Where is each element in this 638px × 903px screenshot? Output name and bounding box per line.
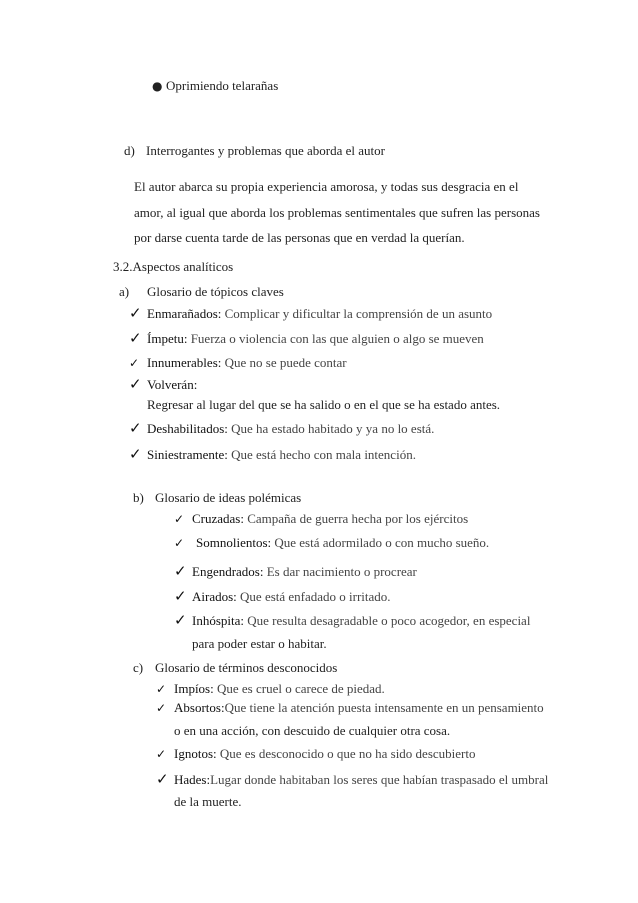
- bullet-item-text: Oprimiendo telarañas: [166, 78, 279, 93]
- glossary-term: Airados:: [192, 589, 237, 604]
- glossary-definition: Que no se puede contar: [224, 355, 347, 370]
- glossary-definition-continued: Regresar al lugar del que se ha salido o en el que se ha estado antes.: [147, 397, 501, 412]
- glossary-definition: Que es desconocido o que no ha sido descubierto: [219, 746, 476, 761]
- glossary-definition: Lugar donde habitaban los seres que habían traspasado el umbral: [210, 772, 549, 787]
- glossary-item: [156, 681, 385, 697]
- glossary-item: [174, 535, 489, 551]
- section-d-label: d): [124, 143, 135, 158]
- glossary-definition: Es dar nacimiento o procrear: [266, 564, 417, 579]
- checkmark-icon: ✓: [129, 356, 140, 370]
- glossary-definition: Complicar y dificultar la comprensión de un asunto: [224, 306, 493, 321]
- section-d-title: Interrogantes y problemas que aborda el autor: [146, 143, 385, 158]
- glossary-definition: Que es cruel o carece de piedad.: [216, 681, 385, 696]
- glossary-term: Deshabilitados:: [147, 421, 228, 436]
- glossary-term: Enmarañados:: [147, 306, 222, 321]
- glossary-definition: Fuerza o violencia con las que alguien o algo se mueven: [190, 331, 484, 346]
- glossary-term: Ímpetu:: [147, 331, 188, 346]
- glossary-definition: Campaña de guerra hecha por los ejércitos: [247, 511, 469, 526]
- section-d-para-line: amor, al igual que aborda los problemas sentimentales que sufren las personas: [134, 205, 540, 220]
- glossary-definition: Que ha estado habitado y ya no lo está.: [231, 421, 435, 436]
- glossary-item: [129, 355, 347, 371]
- glossary-item: [129, 330, 484, 347]
- section-c-label: c): [133, 660, 144, 675]
- glossary-term: Volverán:: [147, 377, 198, 392]
- glossary-term: Innumerables:: [147, 355, 222, 370]
- section-c-heading: [133, 660, 337, 676]
- glossary-item: [129, 446, 416, 463]
- section-c-title: Glosario de términos desconocidos: [155, 660, 338, 675]
- checkmark-icon: ✓: [174, 536, 185, 550]
- section-b-label: b): [133, 490, 144, 505]
- checkmark-icon: ✓: [156, 770, 169, 788]
- glossary-term: Absortos:: [174, 700, 225, 715]
- bullet-icon: ●: [152, 79, 163, 93]
- glossary-term: Inhóspita:: [192, 613, 244, 628]
- checkmark-icon: ✓: [174, 611, 187, 629]
- glossary-item: [156, 771, 548, 788]
- checkmark-icon: ✓: [129, 329, 142, 347]
- glossary-term: Hades:: [174, 772, 211, 787]
- checkmark-icon: ✓: [129, 375, 142, 393]
- glossary-item: [129, 376, 197, 393]
- checkmark-icon: ✓: [129, 304, 142, 322]
- glossary-item: [156, 700, 544, 716]
- glossary-item: [174, 563, 417, 580]
- checkmark-icon: ✓: [156, 701, 167, 715]
- checkmark-icon: ✓: [174, 587, 187, 605]
- glossary-term: Cruzadas:: [192, 511, 244, 526]
- glossary-item: [174, 588, 391, 605]
- glossary-definition: Que está enfadado o irritado.: [240, 589, 391, 604]
- section-a-title: Glosario de tópicos claves: [147, 284, 284, 299]
- glossary-term: Somnolientos:: [196, 535, 272, 550]
- glossary-term: Impíos:: [174, 681, 214, 696]
- glossary-item: [129, 305, 492, 322]
- glossary-item: [174, 612, 530, 629]
- checkmark-icon: ✓: [174, 512, 185, 526]
- glossary-term: Engendrados:: [192, 564, 264, 579]
- checkmark-icon: ✓: [156, 682, 167, 696]
- section-a-label: a): [119, 284, 130, 299]
- glossary-term: Siniestramente:: [147, 447, 228, 462]
- checkmark-icon: ✓: [129, 445, 142, 463]
- section-b-title: Glosario de ideas polémicas: [155, 490, 302, 505]
- section-a-heading: [119, 284, 284, 300]
- glossary-item: [156, 746, 475, 762]
- glossary-definition: Que está adormilado o con mucho sueño.: [274, 535, 490, 550]
- checkmark-icon: ✓: [174, 562, 187, 580]
- glossary-definition: Que resulta desagradable o poco acogedor, en especial: [247, 613, 531, 628]
- section-d-heading: [124, 143, 385, 159]
- glossary-item: [174, 511, 468, 527]
- section-32-title: 3.2.Aspectos analíticos: [113, 259, 234, 274]
- section-d-para-line: por darse cuenta tarde de las personas que en verdad la querían.: [134, 230, 465, 245]
- section-d-para-line: El autor abarca su propia experiencia amorosa, y todas sus desgracia en el: [134, 179, 519, 194]
- glossary-definition-continued: de la muerte.: [174, 794, 242, 809]
- glossary-definition: Que tiene la atención puesta intensamente en un pensamiento: [224, 700, 544, 715]
- section-b-heading: [133, 490, 301, 506]
- glossary-item: [129, 420, 434, 437]
- checkmark-icon: ✓: [129, 419, 142, 437]
- glossary-definition-continued: para poder estar o habitar.: [192, 636, 327, 651]
- bullet-item: [152, 78, 278, 94]
- glossary-definition-continued: o en una acción, con descuido de cualquier otra cosa.: [174, 723, 451, 738]
- glossary-definition: Que está hecho con mala intención.: [231, 447, 416, 462]
- glossary-term: Ignotos:: [174, 746, 217, 761]
- checkmark-icon: ✓: [156, 747, 167, 761]
